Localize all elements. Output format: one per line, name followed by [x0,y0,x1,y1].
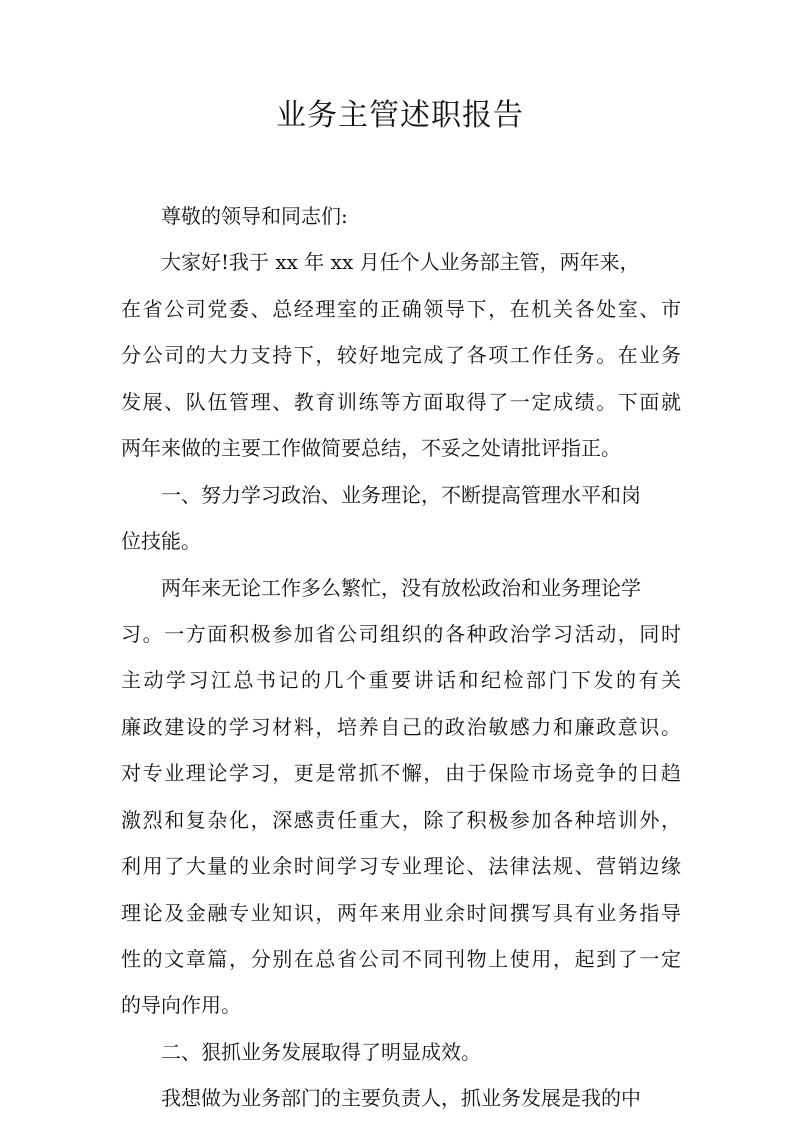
section-heading-line: 一、努力学习政治、业务理论，不断提高管理水平和岗 [161,482,641,507]
document-body [121,196,681,1125]
salutation-line: 尊敬的领导和同志们: [161,204,348,228]
paragraph-line: 对专业理论学习，更是常抓不懈，由于保险市场竞争的日趋 [121,761,681,786]
section-heading-line: 位技能。 [121,529,201,554]
paragraph-line: 的导向作用。 [121,993,241,1018]
paragraph-line: 发展、队伍管理、教育训练等方面取得了一定成绩。下面就 [121,389,681,414]
paragraph-line: 廉政建设的学习材料，培养自己的政治敏感力和廉政意识。 [121,714,681,739]
paragraph-line: 大家好!我于 xx 年 xx 月任个人业务部主管，两年来， [161,250,640,275]
section-heading-line: 二、狠抓业务发展取得了明显成效。 [161,1039,481,1064]
paragraph-line: 激烈和复杂化，深感责任重大，除了积极参加各种培训外， [121,807,681,832]
paragraph-line: 在省公司党委、总经理室的正确领导下，在机关各处室、市 [121,296,681,321]
paragraph-line: 性的文章篇，分别在总省公司不同刊物上使用，起到了一定 [121,947,681,971]
paragraph-line: 我想做为业务部门的主要负责人，抓业务发展是我的中 [161,1086,641,1111]
paragraph-line: 理论及金融专业知识，两年来用业余时间撰写具有业务指导 [121,900,681,925]
paragraph-line: 习。一方面积极参加省公司组织的各种政治学习活动，同时 [121,621,681,646]
paragraph-line: 利用了大量的业余时间学习专业理论、法律法规、营销边缘 [121,854,681,879]
paragraph-line: 主动学习江总书记的几个重要讲话和纪检部门下发的有关 [121,668,681,693]
paragraph-line: 两年来无论工作多么繁忙，没有放松政治和业务理论学 [161,575,641,600]
paragraph-line: 两年来做的主要工作做简要总结，不妥之处请批评指正。 [121,436,621,461]
document-title: 业务主管述职报告 [276,98,524,133]
paragraph-line: 分公司的大力支持下，较好地完成了各项工作任务。在业务 [121,343,681,368]
